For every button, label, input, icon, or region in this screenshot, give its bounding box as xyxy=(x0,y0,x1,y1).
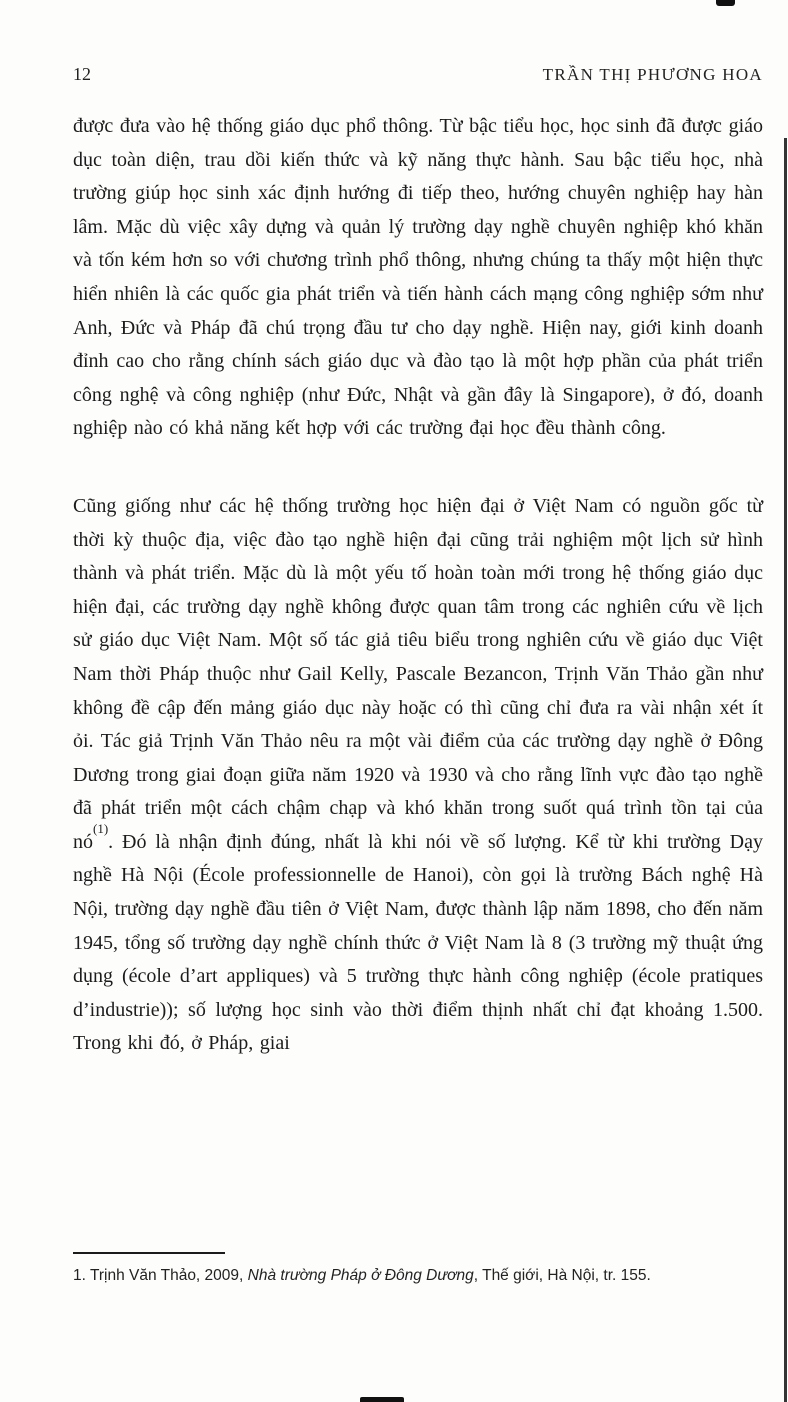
paragraph-2 xyxy=(73,490,763,1061)
footnote-citation-end: , Thế giới, Hà Nội, tr. 155. xyxy=(473,1267,651,1284)
scan-artifact-bottom-edge xyxy=(360,1397,404,1402)
paragraph-1: được đưa vào hệ thống giáo dục phổ thông. Từ bậc tiểu học, học sinh đã được giáo dục toàn diện, trau dồi kiến thức và kỹ năng thực hành. Sau bậc tiểu học, nhà trường giúp học sinh xác định hướng đi tiếp theo, hướng chuyên nghiệp hay hàn lâm. Mặc dù việc xây dựng và quản lý trường dạy nghề chuyên nghiệp khó khăn và tốn kém hơn so với chương trình phổ thông, nhưng chúng ta thấy một hiện thực hiển nhiên là các quốc gia phát triển và tiến hành cách mạng công nghiệp sớm như Anh, Đức và Pháp đã chú trọng đầu tư cho dạy nghề. Hiện nay, giới kinh doanh đỉnh cao cho rằng chính sách giáo dục và đào tạo là một hợp phần của phát triển công nghệ và công nghiệp (như Đức, Nhật và gần đây là Singapore), ở đó, doanh nghiệp nào có khả năng kết hợp với các trường đại học đều thành công. xyxy=(73,115,763,440)
page-number: 12 xyxy=(73,64,91,84)
paragraph-2-text: Cũng giống như các hệ thống trường học hiện đại ở Việt Nam có nguồn gốc từ thời kỳ thuộc địa, việc đào tạo nghề hiện đại cũng trải nghiệm một lịch sử hình thành và phát triển. Mặc dù là một yếu tố hoàn toàn mới trong hệ thống giáo dục hiện đại, các trường dạy nghề không được quan tâm trong các nghiên cứu về lịch sử giáo dục Việt Nam. Một số tác giả tiêu biểu trong nghiên cứu về giáo dục Việt Nam thời Pháp thuộc như Gail Kelly, Pascale Bezancon, Trịnh Văn Thảo gần như không đề cập đến mảng giáo dục này hoặc có thì cũng chỉ đưa ra vài nhận xét ít ỏi. Tác giả Trịnh Văn Thảo nêu ra một vài điểm của các trường dạy nghề ở Đông Dương trong giai đoạn giữa năm 1920 và 1930 và cho rằng lĩnh vực đào tạo nghề đã phát triển một cách chậm chạp và khó khăn trong suốt quá trình tồn tại của nó xyxy=(73,494,763,853)
footnote-citation-start: 1. Trịnh Văn Thảo, 2009, xyxy=(73,1267,248,1284)
footnote-book-title: Nhà trường Pháp ở Đông Dương xyxy=(247,1267,474,1284)
footnote-separator-rule xyxy=(73,1252,225,1254)
running-head-author: TRẦN THỊ PHƯƠNG HOA xyxy=(542,65,763,84)
scan-artifact-top-edge xyxy=(716,0,735,6)
page-header xyxy=(73,64,763,85)
paragraph-2-continuation: . Đó là nhận định đúng, nhất là khi nói về số lượng. Kể từ khi trường Dạy nghề Hà Nội (École professionnelle de Hanoi), còn gọi là trường Bách nghệ Hà Nội, trường dạy nghề đầu tiên ở Việt Nam, được thành lập năm 1898, cho đến năm 1945, tổng số trường dạy nghề chính thức ở Việt Nam là 8 (3 trường mỹ thuật ứng dụng (école d’art appliques) và 5 trường thực hành công nghiệp (école pratiques d’industrie)); số lượng học sinh vào thời điểm thịnh nhất chỉ đạt khoảng 1.500. Trong khi đó, ở Pháp, giai xyxy=(73,830,763,1055)
page-body xyxy=(73,110,763,1061)
footnote-area xyxy=(73,1252,763,1287)
footnote-reference-1: (1) xyxy=(93,821,109,837)
scan-artifact-right-edge xyxy=(784,138,787,1402)
footnote-1 xyxy=(73,1265,763,1287)
